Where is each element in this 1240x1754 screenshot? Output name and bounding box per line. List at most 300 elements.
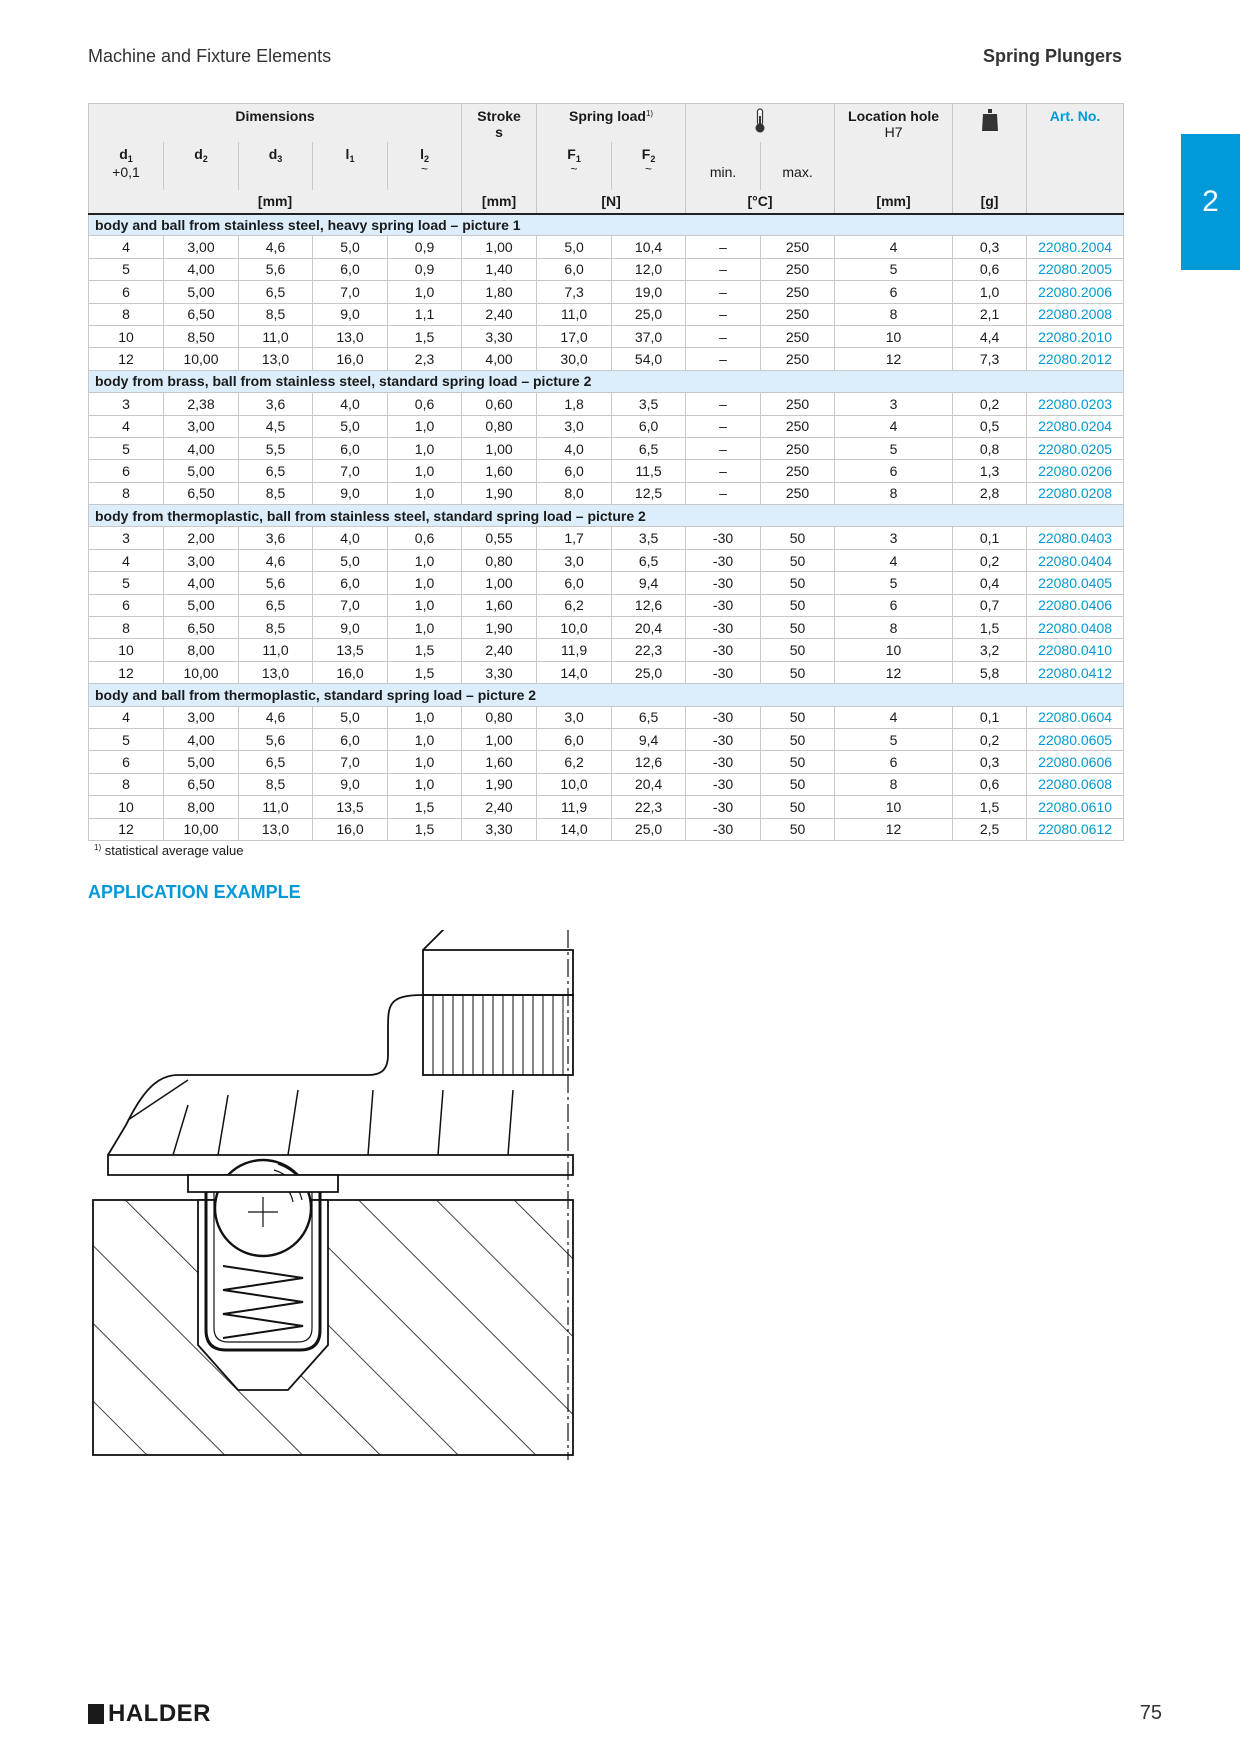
table-cell: 6,5 [239,460,313,482]
art-no-link[interactable]: 22080.0204 [1027,415,1124,437]
table-cell: 1,8 [537,393,612,415]
table-cell: 1,0 [388,773,462,795]
art-no-unit [1027,190,1124,214]
table-cell: 10,0 [537,617,612,639]
table-cell: 4,00 [164,728,239,750]
table-cell: 9,0 [313,482,388,504]
table-cell: 0,8 [953,437,1027,459]
section-title: Machine and Fixture Elements [88,46,332,66]
table-cell: 3 [89,393,164,415]
table-cell: 10,0 [537,773,612,795]
table-cell: 6,0 [537,728,612,750]
table-cell: 250 [761,482,835,504]
table-cell: 13,5 [313,639,388,661]
temp-max-header: max. [761,142,835,190]
table-cell: 5,0 [313,415,388,437]
table-cell: 1,0 [388,617,462,639]
art-no-link[interactable]: 22080.2004 [1027,236,1124,258]
table-cell: 10 [89,325,164,347]
d1-header: $d_1$ +0,1 [89,142,164,190]
table-cell: 37,0 [612,325,686,347]
table-cell: 7,0 [313,460,388,482]
art-no-link[interactable]: 22080.0408 [1027,617,1124,639]
table-cell: 12 [89,661,164,683]
table-row [89,728,1124,750]
table-cell: 13,5 [313,796,388,818]
table-cell: 10 [835,639,953,661]
art-no-link[interactable]: 22080.0612 [1027,818,1124,840]
table-cell: 6,0 [537,572,612,594]
table-cell: 2,1 [953,303,1027,325]
art-no-link[interactable]: 22080.0208 [1027,482,1124,504]
table-cell: 250 [761,281,835,303]
table-cell: 4 [835,549,953,571]
table-row [89,437,1124,459]
table-cell: 1,90 [462,482,537,504]
table-cell: – [686,482,761,504]
table-cell: 4,6 [239,706,313,728]
table-cell: 6,0 [537,460,612,482]
table-cell: 6,50 [164,617,239,639]
table-cell: 5,6 [239,572,313,594]
thermometer-icon [753,108,767,134]
table-row [89,796,1124,818]
table-cell: 6,0 [313,258,388,280]
table-row [89,549,1124,571]
table-cell: 6,2 [537,751,612,773]
table-cell: 14,0 [537,818,612,840]
table-cell: 5,8 [953,661,1027,683]
table-cell: -30 [686,818,761,840]
table-cell: 8,5 [239,617,313,639]
table-cell: 50 [761,706,835,728]
art-no-link[interactable]: 22080.0403 [1027,527,1124,549]
group-header-row [89,684,1124,706]
table-cell: 16,0 [313,348,388,370]
table-cell: 50 [761,549,835,571]
table-cell: 250 [761,348,835,370]
table-row [89,281,1124,303]
table-cell: 4,0 [537,437,612,459]
table-cell: 5,5 [239,437,313,459]
table-cell: 8,0 [537,482,612,504]
table-cell: 12 [89,348,164,370]
table-cell: 1,0 [953,281,1027,303]
table-cell: 0,1 [953,527,1027,549]
table-cell: 3,30 [462,818,537,840]
table-cell: 13,0 [239,818,313,840]
table-cell: 6 [835,751,953,773]
table-cell: 12,0 [612,258,686,280]
art-no-link[interactable]: 22080.2005 [1027,258,1124,280]
product-category-title: Spring Plungers [982,46,1122,66]
table-cell: 1,0 [388,706,462,728]
table-cell: 1,0 [388,728,462,750]
art-no-link[interactable]: 22080.0206 [1027,460,1124,482]
table-row [89,348,1124,370]
table-cell: 0,60 [462,393,537,415]
table-cell: 50 [761,728,835,750]
table-row [89,751,1124,773]
table-cell: 0,6 [953,258,1027,280]
table-cell: 1,5 [953,617,1027,639]
table-cell: -30 [686,639,761,661]
table-cell: 20,4 [612,773,686,795]
table-cell: 5 [835,572,953,594]
table-cell: 0,80 [462,415,537,437]
table-cell: 14,0 [537,661,612,683]
table-row [89,594,1124,616]
table-cell: 9,0 [313,773,388,795]
table-cell: 2,40 [462,796,537,818]
table-cell: 6,50 [164,303,239,325]
table-cell: 12,6 [612,751,686,773]
table-cell: 50 [761,796,835,818]
table-cell: 4,5 [239,415,313,437]
table-cell: 7,0 [313,594,388,616]
table-cell: 1,90 [462,773,537,795]
group-title: body from brass, ball from stainless steel, standard spring load – picture 2 [89,370,1124,392]
table-row [89,482,1124,504]
table-cell: 7,0 [313,281,388,303]
table-cell: 6,50 [164,773,239,795]
table-cell: 11,5 [612,460,686,482]
art-no-link[interactable]: 22080.0410 [1027,639,1124,661]
weight-header [953,104,1027,190]
specification-body [89,214,1124,841]
table-cell: 25,0 [612,661,686,683]
table-cell: 1,0 [388,281,462,303]
table-cell: 7,3 [537,281,612,303]
table-cell: 12,5 [612,482,686,504]
table-cell: 9,0 [313,617,388,639]
table-cell: – [686,236,761,258]
table-row [89,460,1124,482]
table-cell: 25,0 [612,303,686,325]
table-cell: 6,5 [239,751,313,773]
table-cell: 11,0 [239,796,313,818]
table-cell: 12 [835,348,953,370]
table-cell: 1,0 [388,751,462,773]
table-cell: -30 [686,728,761,750]
art-no-link[interactable]: 22080.0404 [1027,549,1124,571]
table-cell: 22,3 [612,639,686,661]
art-no-link[interactable]: 22080.2010 [1027,325,1124,347]
table-cell: 1,0 [388,549,462,571]
table-cell: 6,0 [313,437,388,459]
chapter-tab[interactable]: 2 [1181,134,1240,270]
table-cell: 12 [89,818,164,840]
location-hole-header: Location hole H7 [835,104,953,190]
table-cell: 22,3 [612,796,686,818]
table-cell: 10,00 [164,818,239,840]
spring-load-header: Spring load$^{1)}$ [537,104,686,142]
table-cell: 4,0 [313,393,388,415]
dimensions-unit: [mm] [89,190,462,214]
table-cell: 1,00 [462,572,537,594]
table-cell: 54,0 [612,348,686,370]
table-cell: 3,0 [537,549,612,571]
table-cell: 1,5 [388,818,462,840]
temperature-unit: [°C] [686,190,835,214]
table-cell: 50 [761,661,835,683]
table-cell: -30 [686,706,761,728]
art-no-link[interactable]: 22080.0203 [1027,393,1124,415]
table-cell: 11,0 [537,303,612,325]
table-cell: 3 [89,527,164,549]
table-cell: 1,1 [388,303,462,325]
table-cell: 5,0 [313,236,388,258]
table-cell: 1,40 [462,258,537,280]
table-cell: 2,40 [462,303,537,325]
table-cell: 50 [761,773,835,795]
page-number: 75 [1139,1702,1162,1724]
table-cell: 0,7 [953,594,1027,616]
table-cell: 6 [89,751,164,773]
table-cell: 16,0 [313,818,388,840]
table-cell: 1,60 [462,751,537,773]
table-cell: 12 [835,818,953,840]
table-cell: 4 [89,706,164,728]
table-cell: 20,4 [612,617,686,639]
table-cell: 6,5 [612,549,686,571]
weight-unit: [g] [953,190,1027,214]
table-cell: 3,5 [612,527,686,549]
table-cell: 8 [835,482,953,504]
table-cell: 6 [89,594,164,616]
table-cell: 7,0 [313,751,388,773]
table-cell: 8 [835,773,953,795]
table-cell: 4,4 [953,325,1027,347]
table-cell: 6,0 [537,258,612,280]
table-cell: 250 [761,437,835,459]
table-cell: – [686,437,761,459]
art-no-header: Art. No. [1027,104,1124,190]
table-cell: 5 [835,728,953,750]
temp-min-header: min. [686,142,761,190]
table-cell: 3,00 [164,236,239,258]
weight-icon [981,108,999,132]
table-cell: 0,4 [953,572,1027,594]
table-cell: 5,0 [537,236,612,258]
table-cell: 0,6 [388,527,462,549]
table-cell: 1,00 [462,236,537,258]
table-cell: 8 [835,303,953,325]
d2-header: $d_2$ [164,142,239,190]
art-no-link[interactable]: 22080.0608 [1027,773,1124,795]
table-cell: 50 [761,818,835,840]
table-cell: 4,00 [164,572,239,594]
table-cell: 1,5 [953,796,1027,818]
table-cell: -30 [686,572,761,594]
table-cell: 8,00 [164,796,239,818]
table-cell: 1,5 [388,639,462,661]
table-cell: 3,0 [537,706,612,728]
table-cell: – [686,460,761,482]
stroke-unit: [mm] [462,190,537,214]
table-cell: 4,0 [313,527,388,549]
table-cell: 8 [89,482,164,504]
table-cell: 1,3 [953,460,1027,482]
table-cell: 11,0 [239,325,313,347]
table-cell: 1,0 [388,572,462,594]
table-cell: 3,2 [953,639,1027,661]
table-cell: 3,0 [537,415,612,437]
table-cell: 4 [835,236,953,258]
table-cell: 9,4 [612,572,686,594]
table-cell: 5,0 [313,549,388,571]
table-cell: 0,3 [953,751,1027,773]
table-row [89,527,1124,549]
table-cell: – [686,303,761,325]
art-no-link[interactable]: 22080.0405 [1027,572,1124,594]
group-header-row [89,214,1124,236]
table-cell: 1,7 [537,527,612,549]
table-cell: 10 [835,325,953,347]
table-cell: 4 [835,706,953,728]
table-cell: – [686,325,761,347]
l2-header: $l_2$ ~ [388,142,462,190]
table-cell: 1,5 [388,325,462,347]
table-cell: 2,00 [164,527,239,549]
f1-header: $F_1$ ~ [537,142,612,190]
art-no-link[interactable]: 22080.0205 [1027,437,1124,459]
table-cell: – [686,281,761,303]
table-cell: 4 [89,549,164,571]
table-cell: 1,0 [388,482,462,504]
table-cell: 0,3 [953,236,1027,258]
table-cell: 3 [835,393,953,415]
table-cell: 6,0 [612,415,686,437]
table-cell: 6 [835,460,953,482]
table-row [89,706,1124,728]
table-cell: 10 [89,796,164,818]
table-row [89,325,1124,347]
table-row [89,572,1124,594]
table-cell: 3 [835,527,953,549]
art-no-link[interactable]: 22080.0610 [1027,796,1124,818]
table-cell: 5 [89,728,164,750]
art-no-link[interactable]: 22080.0605 [1027,728,1124,750]
table-cell: 5 [89,437,164,459]
table-cell: 50 [761,639,835,661]
table-cell: 0,6 [388,393,462,415]
table-cell: 2,40 [462,639,537,661]
table-cell: 5 [835,437,953,459]
table-cell: 0,5 [953,415,1027,437]
table-cell: 6,2 [537,594,612,616]
table-cell: 0,80 [462,706,537,728]
table-cell: 6 [835,281,953,303]
table-cell: -30 [686,773,761,795]
table-cell: 10,00 [164,348,239,370]
table-cell: 1,80 [462,281,537,303]
table-row [89,415,1124,437]
group-title: body from thermoplastic, ball from stainless steel, standard spring load – picture 2 [89,505,1124,527]
table-cell: 1,90 [462,617,537,639]
table-cell: 4,6 [239,236,313,258]
table-cell: 10 [89,639,164,661]
art-no-link[interactable]: 22080.2008 [1027,303,1124,325]
table-cell: 4 [89,415,164,437]
table-cell: 8,50 [164,325,239,347]
table-cell: 12,6 [612,594,686,616]
table-cell: 5 [89,258,164,280]
table-cell: – [686,348,761,370]
table-cell: 6 [89,281,164,303]
specification-table [88,103,1124,841]
art-no-link[interactable]: 22080.2006 [1027,281,1124,303]
stroke-header: Stroke s [462,104,537,190]
table-cell: 250 [761,460,835,482]
table-cell: 5,6 [239,728,313,750]
location-hole-unit: [mm] [835,190,953,214]
table-cell: 5,6 [239,258,313,280]
dimensions-header: Dimensions [89,104,462,142]
table-cell: 5 [835,258,953,280]
table-row [89,617,1124,639]
table-cell: 1,00 [462,728,537,750]
table-cell: 250 [761,303,835,325]
group-header-row [89,370,1124,392]
application-example-title: APPLICATION EXAMPLE [88,882,301,902]
table-cell: 11,9 [537,796,612,818]
group-title: body and ball from stainless steel, heavy spring load – picture 1 [89,214,1124,236]
art-no-link[interactable]: 22080.0606 [1027,751,1124,773]
table-cell: 3,30 [462,661,537,683]
temperature-header [686,104,835,142]
table-cell: 0,6 [953,773,1027,795]
table-cell: – [686,415,761,437]
art-no-link[interactable]: 22080.0406 [1027,594,1124,616]
table-cell: 4 [89,236,164,258]
table-cell: 5,00 [164,751,239,773]
table-cell: 10 [835,796,953,818]
table-cell: -30 [686,549,761,571]
table-cell: -30 [686,661,761,683]
table-cell: 3,6 [239,393,313,415]
table-cell: 17,0 [537,325,612,347]
table-row [89,236,1124,258]
table-cell: 6,5 [239,281,313,303]
table-cell: 50 [761,617,835,639]
table-cell: 0,2 [953,728,1027,750]
brand-mark-icon [88,1704,104,1724]
art-no-link[interactable]: 22080.2012 [1027,348,1124,370]
table-cell: 10,00 [164,661,239,683]
footnote: $^{1)}$ statistical average value [94,843,244,858]
table-cell: 250 [761,393,835,415]
table-cell: 4 [835,415,953,437]
table-cell: 0,2 [953,393,1027,415]
table-cell: 0,80 [462,549,537,571]
table-cell: 3,6 [239,527,313,549]
table-cell: 3,00 [164,549,239,571]
table-cell: 1,0 [388,460,462,482]
table-cell: 50 [761,594,835,616]
table-cell: 250 [761,236,835,258]
art-no-link[interactable]: 22080.0604 [1027,706,1124,728]
spring-load-unit: [N] [537,190,686,214]
table-cell: 7,3 [953,348,1027,370]
table-cell: 13,0 [239,348,313,370]
table-cell: 8,5 [239,482,313,504]
table-cell: -30 [686,527,761,549]
table-cell: 2,38 [164,393,239,415]
art-no-link[interactable]: 22080.0412 [1027,661,1124,683]
table-cell: -30 [686,594,761,616]
table-cell: 250 [761,325,835,347]
